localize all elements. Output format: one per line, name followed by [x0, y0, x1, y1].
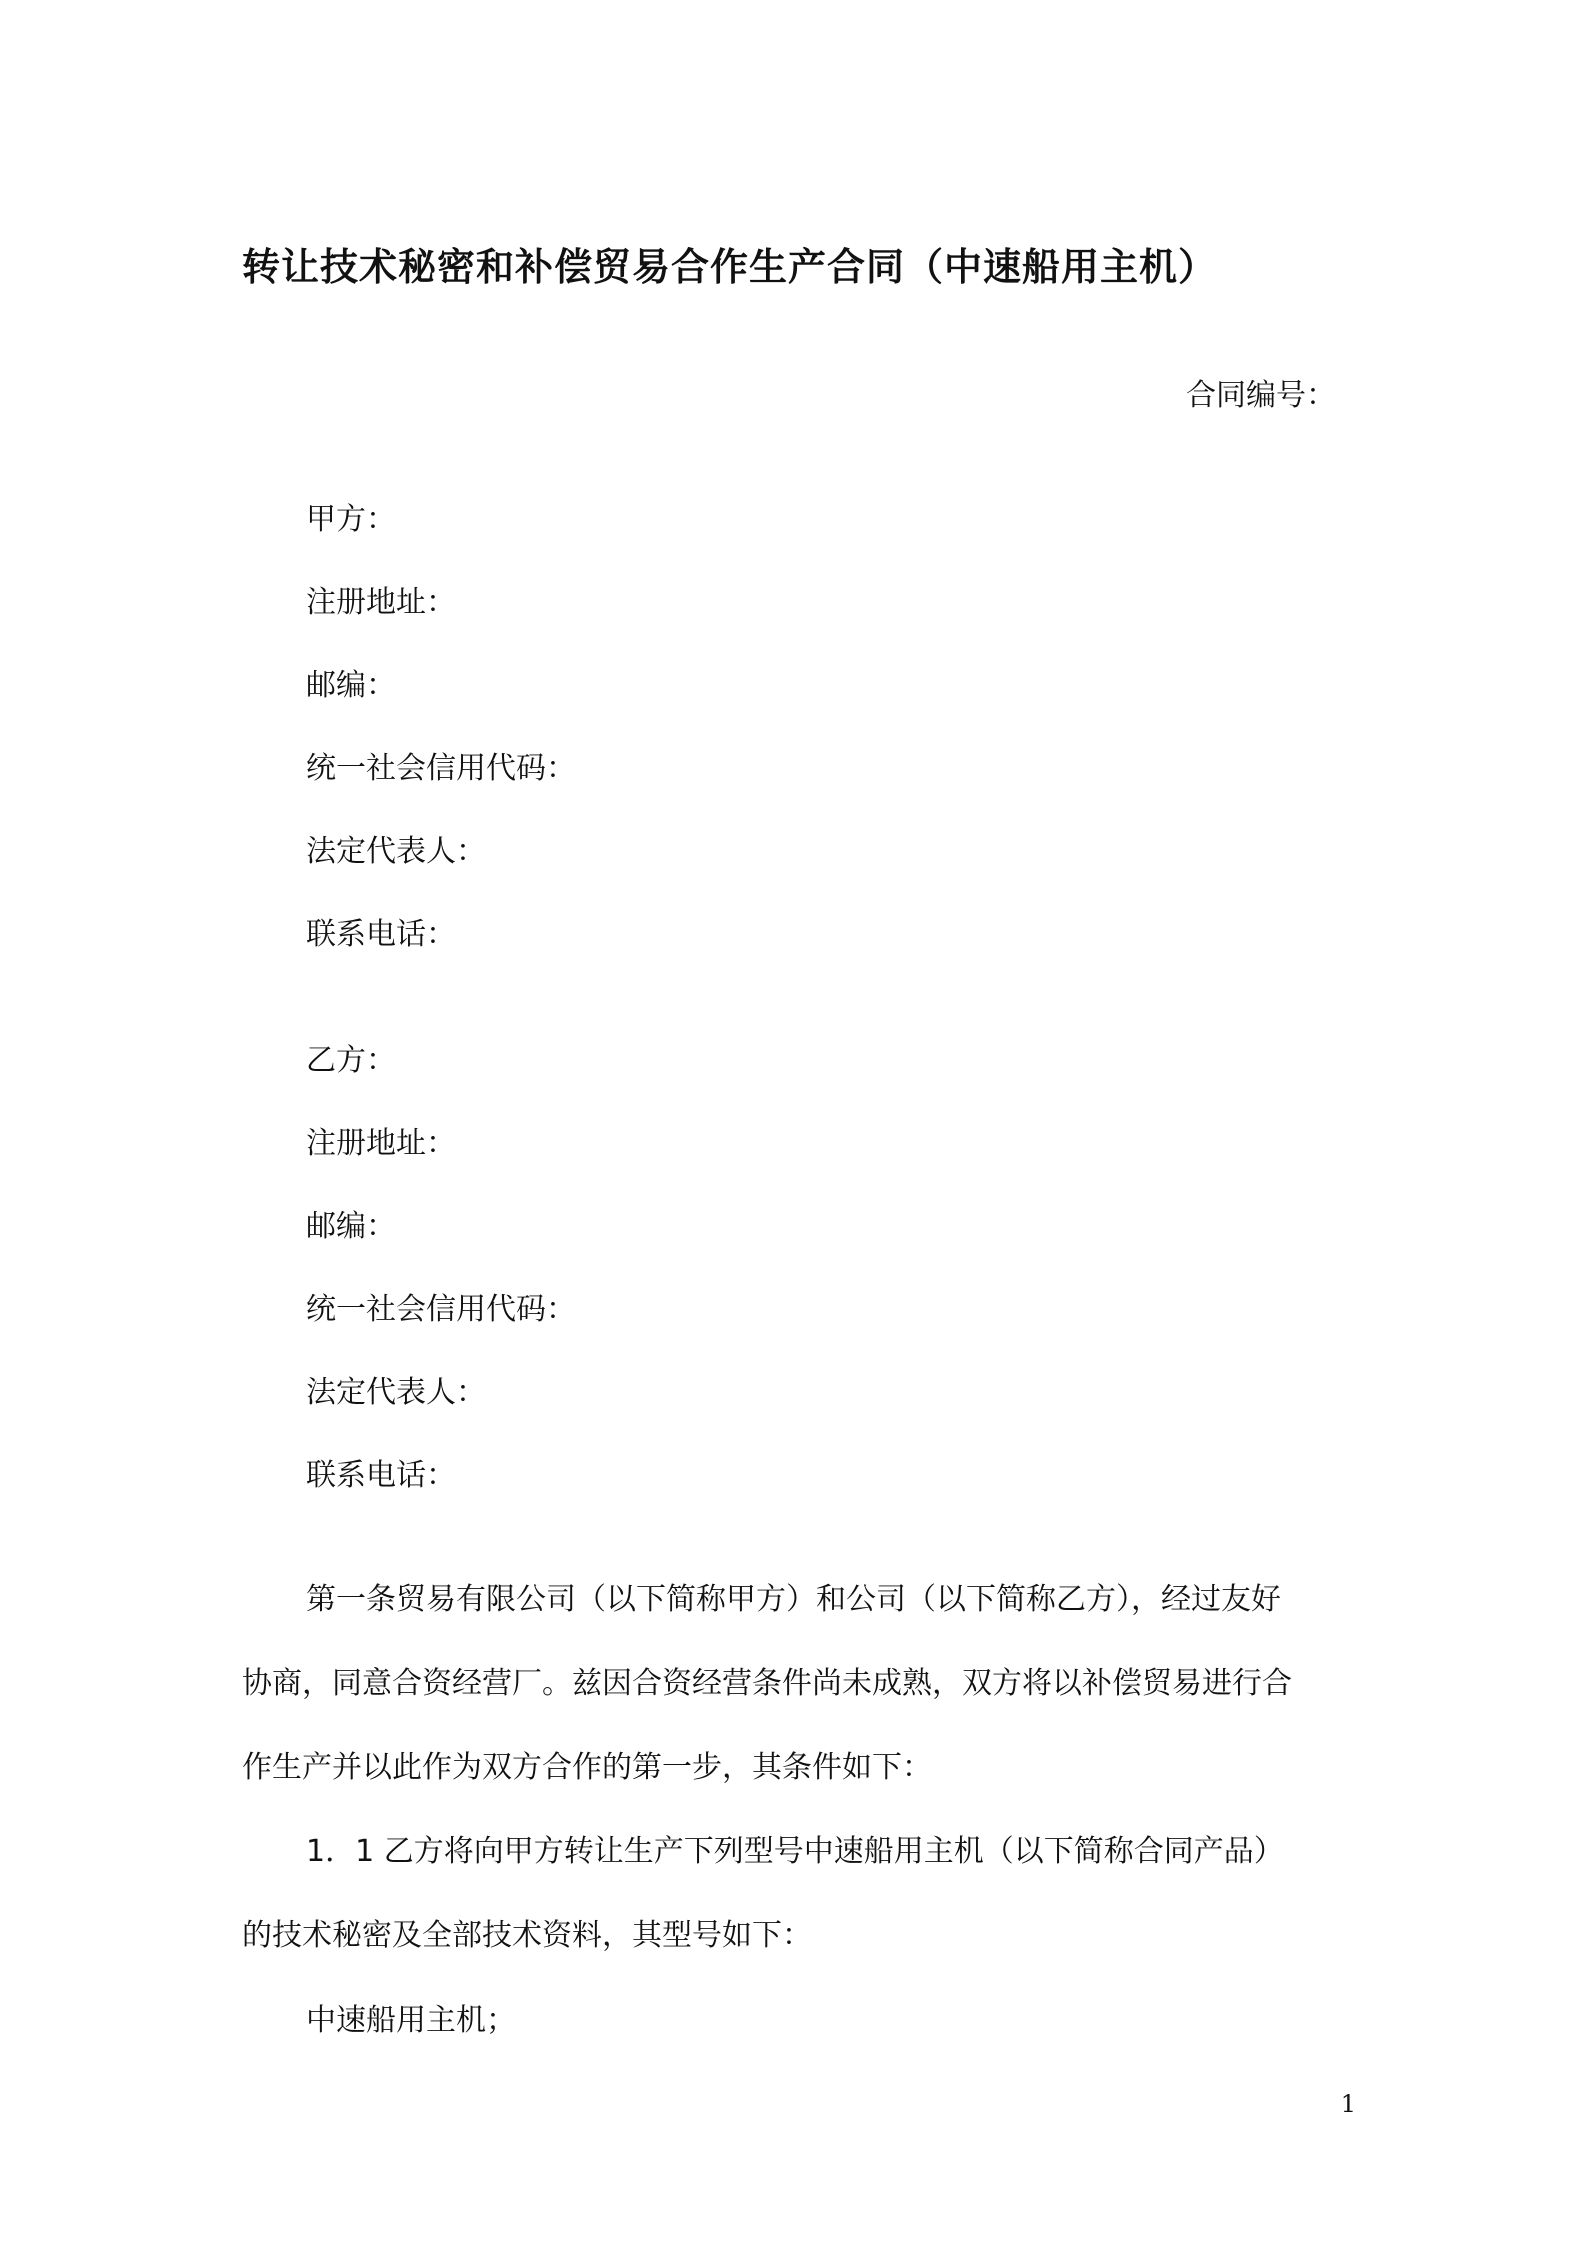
party-a-phone-label: 联系电话： [306, 917, 456, 952]
page-number: 1 [1340, 2090, 1356, 2118]
party-b-legal-rep-label: 法定代表人： [306, 1375, 486, 1410]
clause-1-1-line-1: 1．1 乙方将向甲方转让生产下列型号中速船用主机（以下简称合同产品） [306, 1834, 1284, 1869]
clause-1-line-2: 协商，同意合资经营厂。兹因合资经营条件尚未成熟，双方将以补偿贸易进行合 [242, 1666, 1292, 1701]
party-b-credit-code-label: 统一社会信用代码： [306, 1292, 576, 1327]
party-b-phone-label: 联系电话： [306, 1458, 456, 1493]
clause-1-1-line-2: 的技术秘密及全部技术资料，其型号如下： [242, 1918, 812, 1953]
clause-1-1-paragraph [242, 1810, 1352, 1978]
party-b-postcode-label: 邮编： [306, 1209, 396, 1244]
party-a-credit-code-label: 统一社会信用代码： [306, 751, 576, 786]
party-a-legal-rep-label: 法定代表人： [306, 834, 486, 869]
model-line: 中速船用主机； [306, 2003, 516, 2038]
document-title: 转让技术秘密和补偿贸易合作生产合同（中速船用主机） [242, 245, 1218, 289]
party-a-postcode-label: 邮编： [306, 668, 396, 703]
party-a-name-label: 甲方： [306, 502, 396, 537]
party-b-address-label: 注册地址： [306, 1126, 456, 1161]
clause-1-line-3: 作生产并以此作为双方合作的第一步，其条件如下： [242, 1750, 932, 1785]
party-b-name-label: 乙方： [306, 1043, 396, 1078]
contract-number-label: 合同编号： [1186, 378, 1336, 413]
party-a-address-label: 注册地址： [306, 585, 456, 620]
clause-1-paragraph [242, 1558, 1352, 1810]
clause-1-line-1: 第一条贸易有限公司（以下简称甲方）和公司（以下简称乙方），经过友好 [306, 1582, 1281, 1617]
